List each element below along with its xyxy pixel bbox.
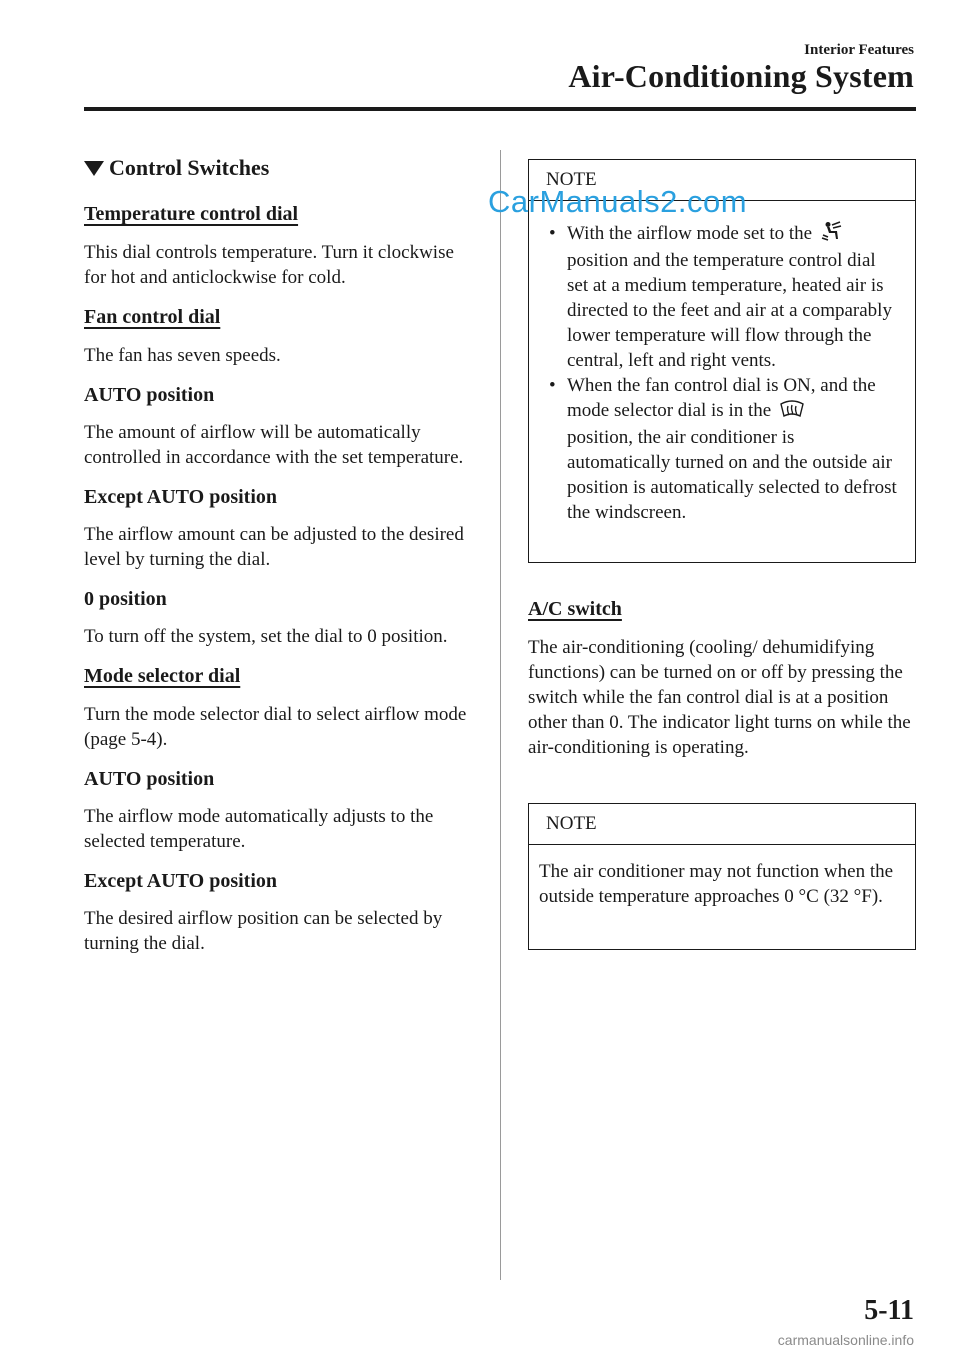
ac-switch-title: A/C switch (528, 598, 622, 620)
defrost-windscreen-icon (779, 400, 805, 425)
fan-dial-text: The fan has seven speeds. (84, 345, 281, 366)
mode-except-title: Except AUTO position (84, 870, 277, 892)
temp-dial-text: This dial controls temperature. Turn it clockwise for hot and anticlockwise for cold. (84, 242, 454, 288)
mode-dial-text: Turn the mode selector dial to select airflow mode (page 5-4). (84, 704, 467, 750)
note-item (549, 373, 897, 525)
fan-zero-text: To turn off the system, set the dial to 0 position. (84, 626, 448, 647)
note-item-text-before: When the fan control dial is ON, and the mode selector dial is in the (567, 375, 876, 421)
mode-except-text: The desired airflow position can be selected by turning the dial. (84, 908, 443, 954)
left-column (84, 155, 469, 972)
fan-auto-title: AUTO position (84, 384, 215, 406)
triangle-bullet-icon (84, 161, 104, 176)
section-label: Interior Features (804, 42, 914, 58)
temp-dial-title: Temperature control dial (84, 203, 299, 225)
feet-and-face-airflow-icon (820, 221, 842, 248)
page-title: Air-Conditioning System (568, 58, 914, 94)
fan-except-text: The airflow amount can be adjusted to the desired level by turning the dial. (84, 524, 464, 570)
section-heading (84, 155, 469, 181)
footer-site: carmanualsonline.info (777, 1332, 914, 1348)
fan-auto-text: The amount of airflow will be automatically controlled in accordance with the set temperature. (84, 422, 464, 468)
page-number: 5-11 (864, 1295, 914, 1326)
note-text: The air conditioner may not function when the outside temperature approaches 0 °C (32 °F). (539, 861, 894, 907)
fan-except-title: Except AUTO position (84, 486, 277, 508)
note-item (549, 221, 897, 373)
right-column (528, 598, 916, 776)
mode-auto-text: The airflow mode automatically adjusts to the selected temperature. (84, 806, 434, 852)
note-item-text-before: With the airflow mode set to the (567, 223, 813, 244)
ac-switch-text: The air-conditioning (cooling/ dehumidifying functions) can be turned on or off by pressing the switch while the fan control dial is at a position other than 0. The indicator light turns on while the air-conditioning is operating. (528, 637, 911, 758)
note-item-text-after: position, the air conditioner is automatically turned on and the outside air position is automatically selected to defrost the windscreen. (567, 427, 897, 523)
note-box-outside-temp (528, 803, 916, 950)
bullet-dot: • (549, 375, 556, 396)
column-divider (500, 150, 501, 1280)
mode-auto-title: AUTO position (84, 768, 215, 790)
fan-zero-title: 0 position (84, 588, 167, 610)
note-label: NOTE (529, 804, 915, 845)
note-list (529, 201, 915, 525)
note-label: NOTE (529, 160, 915, 201)
bullet-dot: • (549, 223, 556, 244)
note-item-text-after: position and the temperature control dial set at a medium temperature, heated air is directed to the feet and air at a comparably lower temperature will flow through the central, left and right vents. (567, 250, 892, 371)
header-rule (84, 107, 916, 111)
fan-dial-title: Fan control dial (84, 306, 221, 328)
section-heading-text: Control Switches (109, 155, 270, 180)
watermark: CarManuals2.com (488, 184, 748, 219)
mode-dial-title: Mode selector dial (84, 665, 241, 687)
